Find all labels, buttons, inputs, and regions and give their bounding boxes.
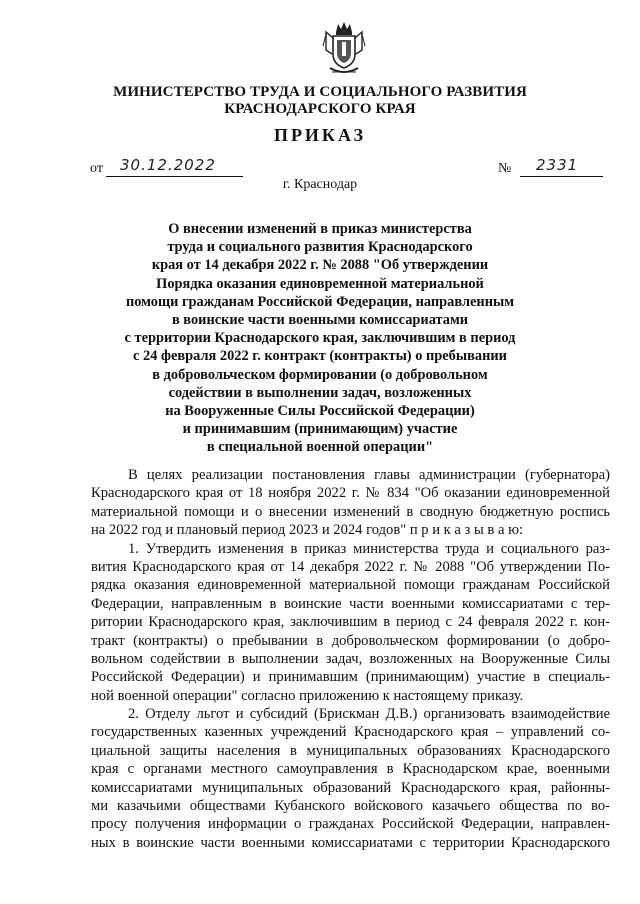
body-line: 1. Утвердить изменения в приказ министерства труда и социального раз- — [128, 540, 610, 557]
subject-line: в специальной военной операции" — [206, 439, 434, 456]
order-body — [91, 466, 610, 852]
body-line: Краснодарского края от 18 ноября 2022 г. № 834 "Об оказании единовременной — [91, 485, 610, 502]
subject-line: и принимавшим (принимающим) участие — [182, 421, 458, 438]
subject-line: помощи гражданам Российской Федерации, направленным — [125, 293, 515, 310]
ministry-name — [0, 84, 640, 118]
date-value: 30.12.2022 — [120, 156, 216, 174]
subject-line: края от 14 декабря 2022 г. № 2088 "Об утверждении — [151, 257, 489, 274]
body-line: 2. Отделу льгот и субсидий (Брискман Д.В.) организовать взаимодействие — [128, 706, 610, 723]
number-prefix: № — [498, 161, 512, 176]
body-line: на 2022 год и плановый период 2023 и 2024 годов" п р и к а з ы в а ю: — [91, 522, 524, 539]
body-line: края с органами местного самоуправления в Краснодарском крае, военными — [91, 761, 610, 778]
city-name: г. Краснодар — [282, 177, 358, 192]
body-line: Российской Федерации) и принимавшим (принимающим) участие в специаль- — [91, 669, 610, 686]
body-line: вольном содействии в выполнении задач, возложенных на Вооруженные Силы — [91, 650, 610, 667]
body-line: В целях реализации постановления главы администрации (губернатора) — [128, 467, 610, 483]
date-prefix: от — [90, 161, 103, 176]
subject-line: содействии в выполнении задач, возложенных — [168, 384, 472, 401]
body-line: ной военной операции" согласно приложению к настоящему приказу. — [91, 687, 524, 704]
body-line: вития Краснодарского края от 14 декабря 2022 г. № 2088 "Об утверждении По- — [91, 558, 610, 575]
body-line: комиссариатами муниципальных образований Краснодарского края, районны- — [91, 779, 610, 796]
body-line: тракт (контракты) о пребывании в добровольческом формировании (о добро- — [91, 632, 610, 649]
subject-line: с 24 февраля 2022 г. контракт (контракты) о пребывании — [133, 348, 507, 365]
date-number-row — [90, 157, 610, 179]
ministry-line-2: КРАСНОДАРСКОГО КРАЯ — [224, 101, 416, 117]
subject-line: в добровольческом формировании (о добровольном — [152, 366, 488, 383]
ministry-line-1: МИНИСТЕРСТВО ТРУДА И СОЦИАЛЬНОГО РАЗВИТИЯ — [113, 84, 527, 100]
subject-line: Порядка оказания единовременной материальной — [156, 275, 484, 292]
subject-line: труда и социального развития Краснодарского — [167, 239, 473, 256]
document-type-title: ПРИКАЗ — [273, 125, 367, 145]
coat-of-arms-icon — [322, 20, 366, 78]
subject-line: в воинские части военными комиссариатами — [171, 312, 469, 329]
body-line: ритории Краснодарского края, заключившим в период с 24 февраля 2022 г. кон- — [91, 614, 610, 631]
subject-line: на Вооруженные Силы Российской Федерации) — [165, 403, 475, 420]
body-line: рядка оказания единовременной материальной помощи гражданам Российской — [91, 577, 610, 594]
order-subject — [0, 220, 640, 457]
body-line: Федерации, направленным в воинские части военными комиссариатами с тер- — [91, 595, 610, 612]
subject-line: О внесении изменений в приказ министерства — [168, 221, 472, 237]
body-line: ми казачьими обществами Кубанского войскового казачьего общества по во- — [91, 798, 610, 815]
subject-line: с территории Краснодарского края, заключившим в период — [124, 330, 516, 347]
body-line: ных в воинские части военными комиссариатами с территории Краснодарского — [91, 834, 610, 851]
body-line: циальной защиты населения в муниципальных образованиях Краснодарского — [91, 742, 610, 759]
body-line: государственных казенных учреждений Краснодарского края – управлений со- — [91, 724, 610, 741]
body-line: просу получения информации о гражданах Российской Федерации, направлен- — [91, 816, 610, 833]
number-value: 2331 — [536, 156, 579, 174]
body-line: материальной помощи и о внесении изменений в сводную бюджетную роспись — [91, 503, 610, 520]
